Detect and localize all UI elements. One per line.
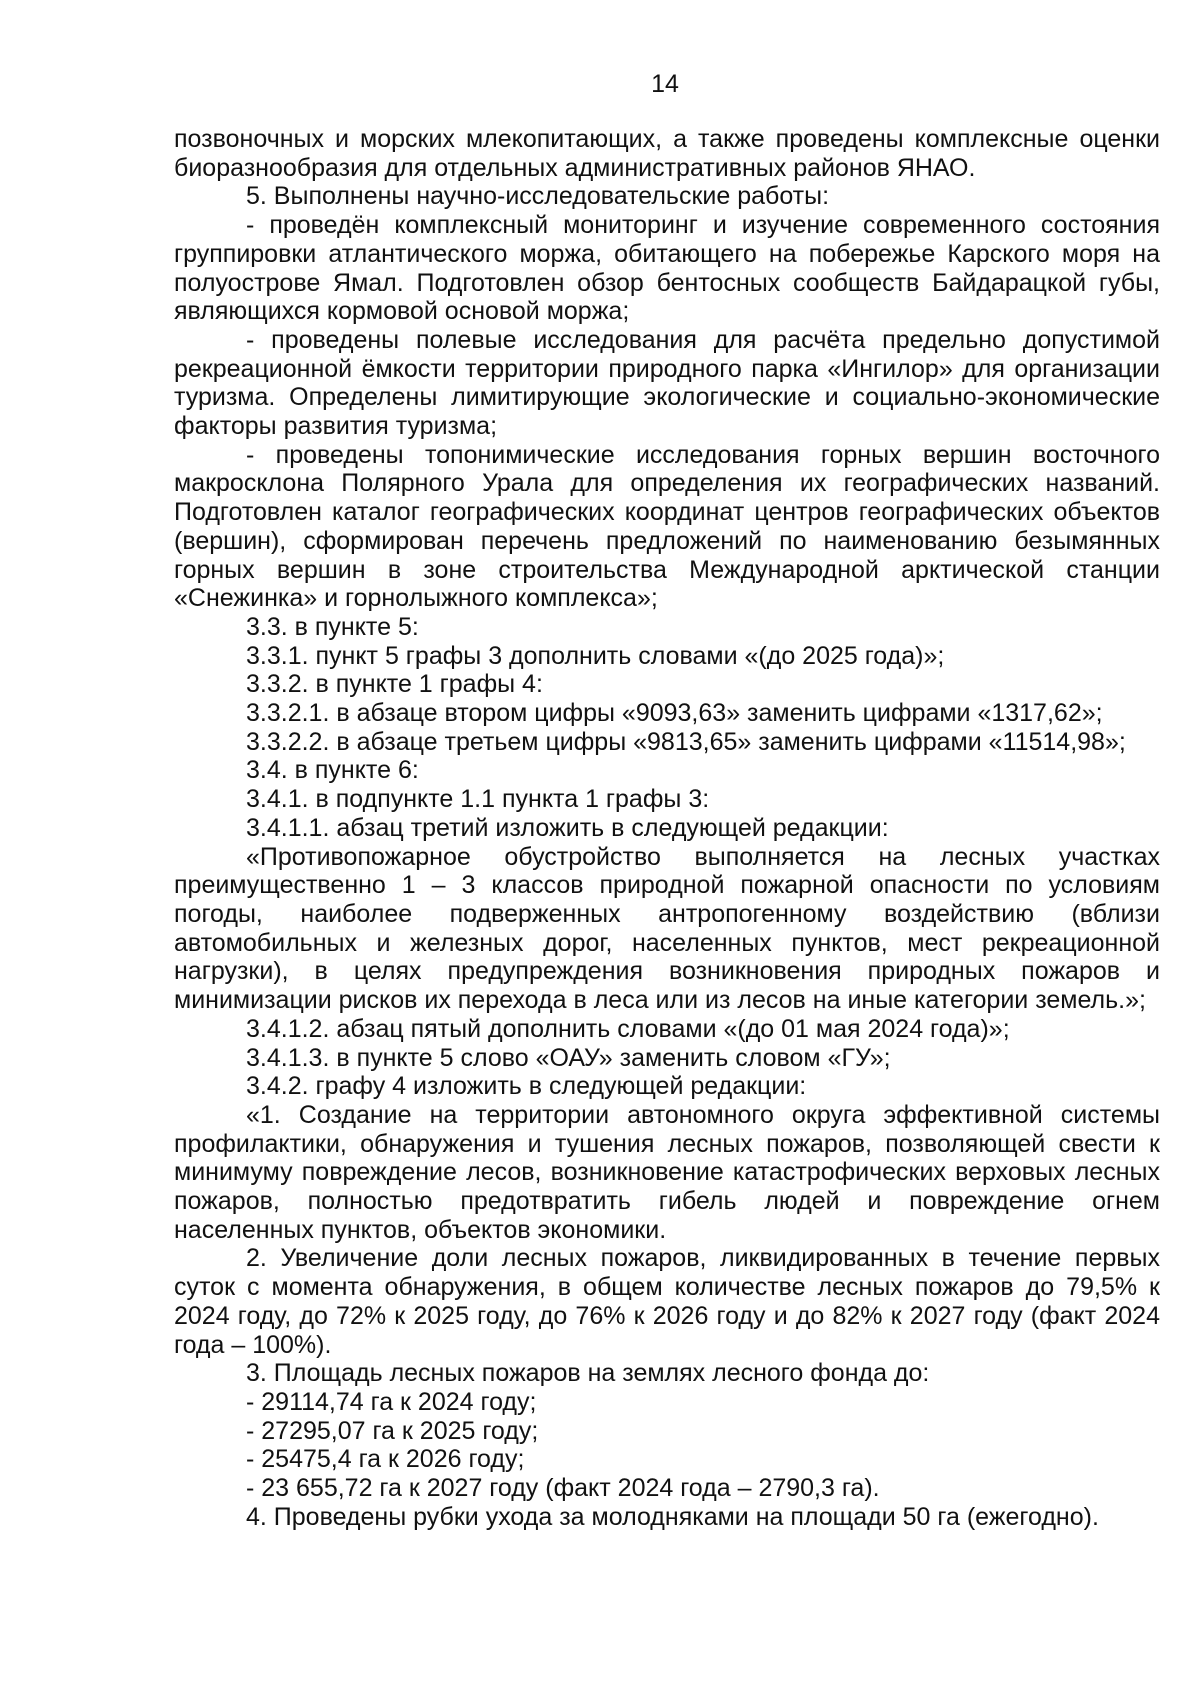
paragraph: 5. Выполнены научно-исследовательские работы:: [246, 182, 830, 211]
paragraph: позвоночных и морских млекопитающих, а также проведены комплексные оценки биоразнообразия для отдельных административных районов ЯНАО.: [174, 125, 1160, 182]
document-body: [174, 125, 1160, 1531]
paragraph: - 23 655,72 га к 2027 году (факт 2024 года – 2790,3 га).: [246, 1474, 880, 1503]
paragraph: 2. Увеличение доли лесных пожаров, ликвидированных в течение первых суток с момента обнаружения, в общем количестве лесных пожаров до 79,5% к 2024 году, до 72% к 2025 году, до 76% к 2026 году и до 82% к 2027 году (факт 2024 года – 100%).: [174, 1244, 1160, 1359]
page-number: 14: [651, 70, 679, 98]
paragraph: 3.3. в пункте 5:: [246, 612, 419, 641]
paragraph: 3.4.1. в подпункте 1.1 пункта 1 графы 3:: [246, 785, 710, 814]
paragraph: 3.4.1.1. абзац третий изложить в следующей редакции:: [246, 813, 889, 842]
paragraph: «Противопожарное обустройство выполняется на лесных участках преимущественно 1 – 3 классов природной пожарной опасности по условиям погоды, наиболее подверженных антропогенному воздействию (вблизи автомобильных и железных дорог, населенных пунктов, мест рекреационной нагрузки), в целях предупреждения возникновения природных пожаров и минимизации рисков их перехода в леса или из лесов на иные категории земель.»;: [174, 842, 1160, 1015]
paragraph: 3.4.1.2. абзац пятый дополнить словами «(до 01 мая 2024 года)»;: [246, 1014, 1010, 1043]
paragraph: - 29114,74 га к 2024 году;: [246, 1387, 537, 1416]
paragraph: 3.3.2. в пункте 1 графы 4:: [246, 670, 543, 699]
paragraph: - проведены топонимические исследования горных вершин восточного макросклона Полярного Урала для определения их географических названий. Подготовлен каталог географических координат центров географических объектов (вершин), сформирован перечень предложений по наименованию безымянных горных вершин в зоне строительства Международной арктической станции «Снежинка» и горнолыжного комплекса»;: [174, 440, 1160, 613]
paragraph: - 27295,07 га к 2025 году;: [246, 1416, 539, 1445]
paragraph: 3.4.1.3. в пункте 5 слово «ОАУ» заменить словом «ГУ»;: [246, 1043, 891, 1072]
paragraph: 4. Проведены рубки ухода за молодняками на площади 50 га (ежегодно).: [246, 1502, 1099, 1531]
paragraph: - проведены полевые исследования для расчёта предельно допустимой рекреационной ёмкости территории природного парка «Ингилор» для организации туризма. Определены лимитирующие экологические и социально-экономические факторы развития туризма;: [174, 325, 1160, 441]
paragraph: 3.4.2. графу 4 изложить в следующей редакции:: [246, 1072, 807, 1101]
paragraph: 3.3.2.2. в абзаце третьем цифры «9813,65» заменить цифрами «11514,98»;: [246, 727, 1126, 756]
paragraph: 3.4. в пункте 6:: [246, 756, 419, 785]
paragraph: «1. Создание на территории автономного округа эффективной системы профилактики, обнаружения и тушения лесных пожаров, позволяющей свести к минимуму повреждение лесов, возникновение катастрофических верховых лесных пожаров, полностью предотвратить гибель людей и повреждение огнем населенных пунктов, объектов экономики.: [174, 1100, 1160, 1244]
paragraph: 3.3.1. пункт 5 графы 3 дополнить словами «(до 2025 года)»;: [246, 641, 945, 670]
paragraph: 3.3.2.1. в абзаце втором цифры «9093,63» заменить цифрами «1317,62»;: [246, 699, 1103, 728]
paragraph: - 25475,4 га к 2026 году;: [246, 1445, 525, 1474]
paragraph: - проведён комплексный мониторинг и изучение современного состояния группировки атлантического моржа, обитающего на побережье Карского моря на полуострове Ямал. Подготовлен обзор бентосных сообществ Байдарацкой губы, являющихся кормовой основой моржа;: [174, 211, 1160, 326]
paragraph: 3. Площадь лесных пожаров на землях лесного фонда до:: [246, 1359, 930, 1388]
